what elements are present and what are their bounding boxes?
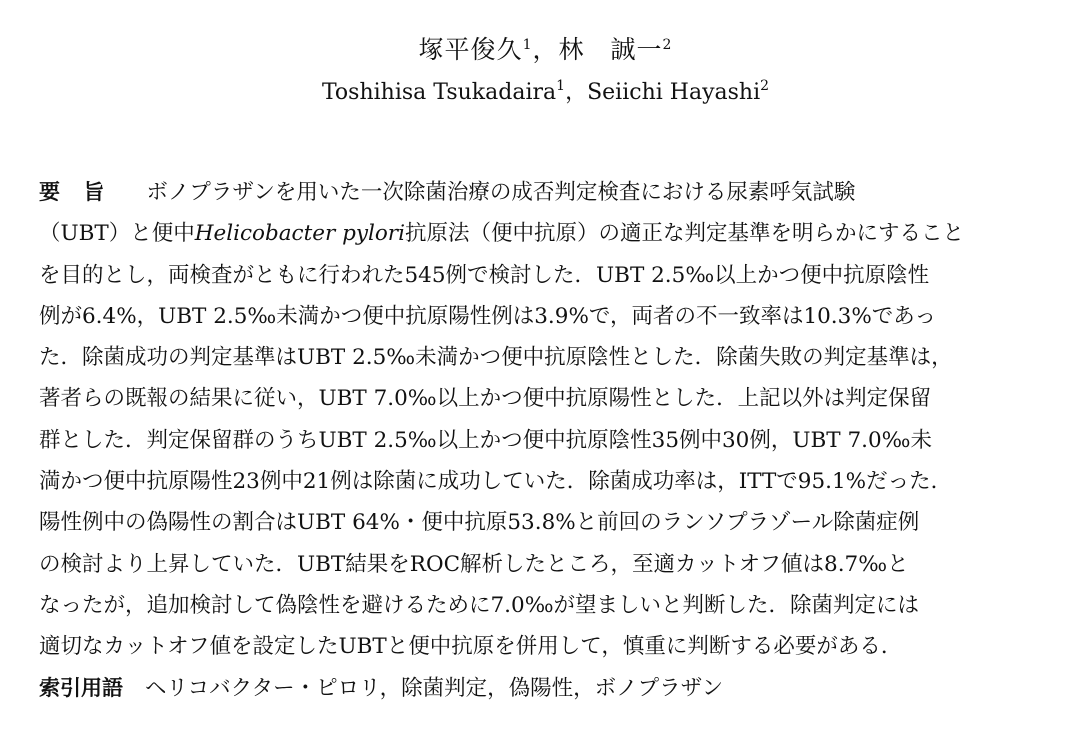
keywords (39, 668, 1057, 709)
abstract-label: 要 旨 (39, 180, 113, 204)
abstract-line: の検討より上昇していた．UBT結果をROC解析したところ，至適カットオフ値は8.7‰と (39, 551, 909, 577)
author-2-affiliation-en: 2 (760, 78, 770, 94)
abstract-line-text: （UBT）と便中 (39, 221, 195, 247)
abstract-line (39, 213, 1057, 254)
author-1-affiliation-ja: 1 (522, 37, 533, 53)
author-separator-en: ， (565, 80, 588, 105)
authors-japanese (0, 30, 1091, 70)
abstract-line: なったが，追加検討して偽陰性を避けるために7.0‰が望ましいと判断した．除菌判定には (39, 592, 920, 618)
abstract-line (39, 172, 1057, 213)
abstract-line: 適切なカットオフ値を設定したUBTと便中抗原を併用して，慎重に判断する必要がある． (39, 634, 903, 660)
abstract-line: を目的とし，両検査がともに行われた545例で検討した．UBT 2.5‰以上かつ便中抗原陰性 (39, 262, 930, 288)
abstract (39, 172, 1057, 709)
abstract-line: た．除菌成功の判定基準はUBT 2.5‰未満かつ便中抗原陰性とした．除菌失敗の判定基準は， (39, 345, 953, 371)
author-1-affiliation-en: 1 (556, 78, 566, 94)
keywords-label: 索引用語 (39, 675, 123, 700)
author-separator-ja: ， (532, 35, 559, 64)
keywords-text: ヘリコバクター・ピロリ，除菌判定，偽陽性，ボノプラザン (145, 675, 724, 701)
abstract-line-text: 抗原法（便中抗原）の適正な判定基準を明らかにすること (404, 221, 964, 247)
abstract-line: 著者らの既報の結果に従い，UBT 7.0‰以上かつ便中抗原陽性とした．上記以外は判定保留 (39, 386, 932, 412)
author-2-name-en: Seiichi Hayashi (587, 80, 761, 105)
abstract-line: 例が6.4%，UBT 2.5‰未満かつ便中抗原陽性例は3.9%で，両者の不一致率は10.3%であっ (39, 303, 937, 329)
author-1-name-en: Toshihisa Tsukadaira (321, 80, 557, 105)
abstract-line: 満かつ便中抗原陽性23例中21例は除菌に成功していた．除菌成功率は，ITTで95.1%だった． (39, 469, 953, 495)
abstract-line-text: ボノプラザンを用いた一次除菌治療の成否判定検査における尿素呼気試験 (146, 180, 856, 205)
author-2-affiliation-ja: 2 (662, 37, 673, 53)
species-name: Helicobacter pylori (194, 221, 405, 247)
authors-english (0, 76, 1091, 110)
author-2-name-ja: 林 誠一 (558, 35, 663, 64)
abstract-line: 群とした．判定保留群のうちUBT 2.5‰以上かつ便中抗原陰性35例中30例，UBT 7.0‰未 (39, 427, 932, 453)
author-1-name-ja: 塚平俊久 (418, 35, 523, 64)
abstract-line: 陽性例中の偽陽性の割合はUBT 64%・便中抗原53.8%と前回のランソプラゾール除菌症例 (39, 510, 920, 536)
